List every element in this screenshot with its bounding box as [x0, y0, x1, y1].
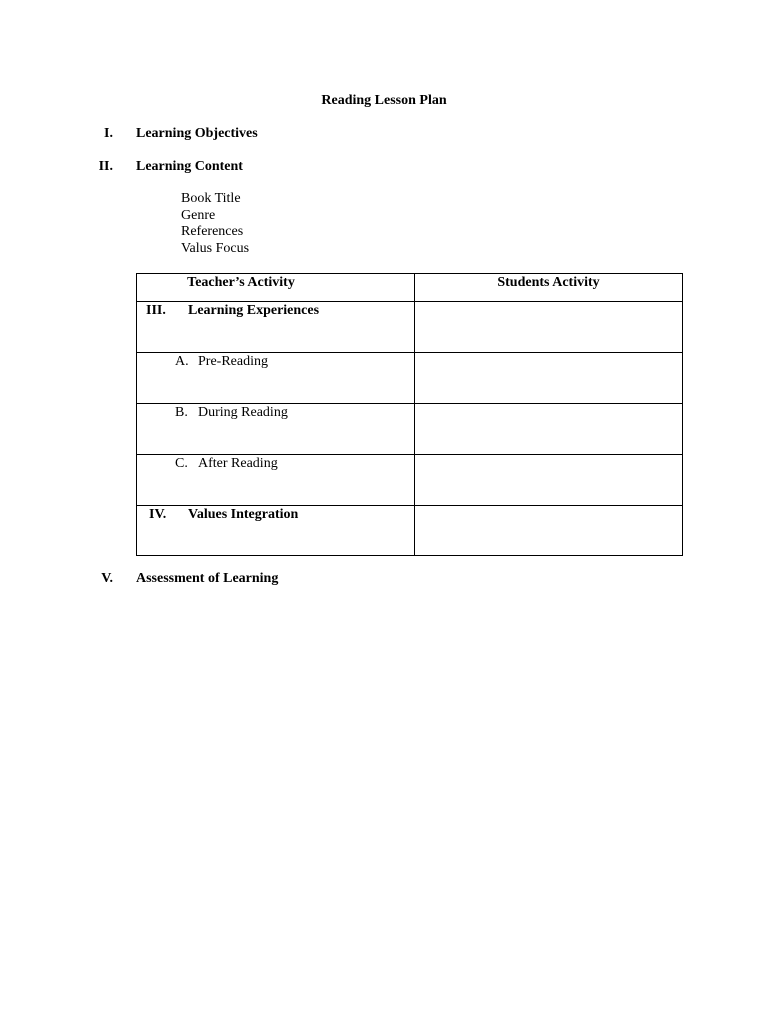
header-cell-students [415, 274, 683, 302]
section-heading-values: Values Integration [188, 507, 299, 522]
section-number-assessment: V. [101, 571, 113, 586]
subitem-letter-c: C. [175, 456, 188, 471]
section-number-objectives: I. [104, 126, 113, 141]
subitem-letter-a: A. [175, 354, 189, 369]
table-row-during-reading [137, 404, 683, 455]
table-row-pre-reading [137, 353, 683, 404]
section-heading-content: Learning Content [136, 159, 243, 174]
section-heading-assessment: Assessment of Learning [136, 571, 279, 586]
header-students-activity: Students Activity [497, 275, 600, 290]
subitem-after-reading: After Reading [198, 456, 278, 471]
students-cell [415, 455, 683, 506]
table-header-row [137, 274, 683, 302]
section-number-values: IV. [149, 507, 167, 522]
section-heading-objectives: Learning Objectives [136, 126, 258, 141]
activity-table [136, 273, 683, 556]
subitem-during-reading: During Reading [198, 405, 288, 420]
content-item-book-title: Book Title [181, 191, 241, 206]
content-item-references: References [181, 224, 244, 239]
header-teachers-activity: Teacher’s Activity [187, 275, 295, 290]
header-cell-teacher [137, 274, 415, 302]
content-item-genre: Genre [181, 208, 216, 223]
subitem-pre-reading: Pre-Reading [198, 354, 268, 369]
teacher-cell [137, 506, 415, 556]
teacher-cell [137, 302, 415, 353]
students-cell [415, 404, 683, 455]
section-number-content: II. [98, 159, 113, 174]
section-heading-experiences: Learning Experiences [188, 303, 320, 318]
table-row-after-reading [137, 455, 683, 506]
teacher-cell [137, 404, 415, 455]
document-title: Reading Lesson Plan [321, 93, 447, 108]
subitem-letter-b: B. [175, 405, 188, 420]
students-cell [415, 506, 683, 556]
teacher-cell [137, 455, 415, 506]
students-cell [415, 353, 683, 404]
table-row-values-integration [137, 506, 683, 556]
table-row-learning-experiences [137, 302, 683, 353]
content-item-values-focus: Valus Focus [181, 241, 250, 256]
section-number-experiences: III. [146, 303, 166, 318]
teacher-cell [137, 353, 415, 404]
students-cell [415, 302, 683, 353]
